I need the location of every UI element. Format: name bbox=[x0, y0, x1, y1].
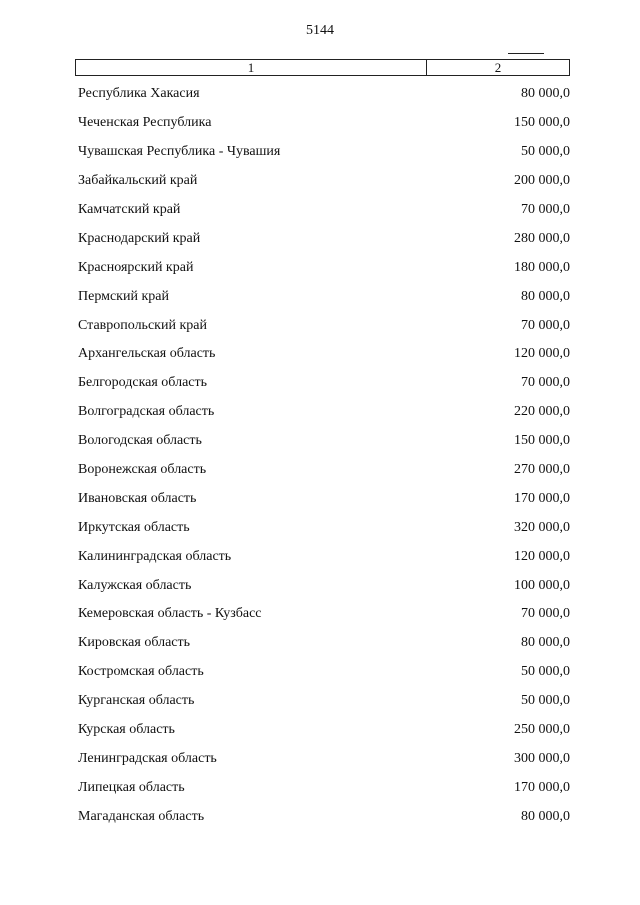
table-row bbox=[78, 658, 570, 687]
amount-value: 70 000,0 bbox=[521, 375, 570, 391]
region-name: Чувашская Республика - Чувашия bbox=[78, 144, 281, 160]
amount-value: 80 000,0 bbox=[521, 808, 570, 824]
amount-value: 70 000,0 bbox=[521, 606, 570, 622]
table-row bbox=[78, 542, 570, 571]
amount-value: 120 000,0 bbox=[514, 548, 570, 564]
table-body bbox=[78, 80, 570, 831]
region-name: Магаданская область bbox=[78, 808, 205, 824]
amount-value: 320 000,0 bbox=[514, 519, 570, 535]
region-name: Краснодарский край bbox=[78, 230, 201, 246]
table-row bbox=[78, 398, 570, 427]
table-row bbox=[78, 253, 570, 282]
column-header-1: 1 bbox=[76, 60, 427, 75]
region-name: Калининградская область bbox=[78, 548, 232, 564]
amount-value: 170 000,0 bbox=[514, 490, 570, 506]
region-name: Забайкальский край bbox=[78, 173, 198, 189]
region-name: Липецкая область bbox=[78, 779, 185, 795]
region-name: Ставропольский край bbox=[78, 317, 207, 333]
table-header bbox=[75, 59, 570, 76]
region-name: Воронежская область bbox=[78, 462, 207, 478]
table-row bbox=[78, 282, 570, 311]
table-row bbox=[78, 513, 570, 542]
page-number: 5144 bbox=[306, 23, 334, 38]
table-row bbox=[78, 716, 570, 745]
amount-value: 70 000,0 bbox=[521, 202, 570, 217]
amount-value: 250 000,0 bbox=[514, 722, 570, 738]
table-row bbox=[78, 196, 570, 225]
region-name: Кировская область bbox=[78, 635, 191, 651]
amount-value: 270 000,0 bbox=[514, 462, 570, 478]
amount-value: 170 000,0 bbox=[514, 779, 570, 795]
table-row bbox=[78, 224, 570, 253]
amount-value: 150 000,0 bbox=[514, 433, 570, 449]
region-name: Иркутская область bbox=[78, 519, 190, 535]
region-name: Курганская область bbox=[78, 693, 195, 709]
region-name: Красноярский край bbox=[78, 259, 194, 275]
amount-value: 80 000,0 bbox=[521, 86, 570, 102]
region-name: Камчатский край bbox=[78, 202, 181, 217]
region-name: Костромская область bbox=[78, 664, 204, 680]
region-name: Кемеровская область - Кузбасс bbox=[78, 606, 262, 622]
amount-value: 150 000,0 bbox=[514, 115, 570, 131]
table-row bbox=[78, 629, 570, 658]
amount-value: 220 000,0 bbox=[514, 404, 570, 420]
region-name: Пермский край bbox=[78, 288, 169, 304]
table-row bbox=[78, 427, 570, 456]
region-name: Архангельская область bbox=[78, 346, 216, 362]
table-row bbox=[78, 687, 570, 716]
region-name: Чеченская Республика bbox=[78, 115, 212, 131]
table-row bbox=[78, 369, 570, 398]
table-row bbox=[78, 138, 570, 167]
table-row bbox=[78, 773, 570, 802]
table-row bbox=[78, 340, 570, 369]
amount-value: 300 000,0 bbox=[514, 750, 570, 766]
amount-value: 120 000,0 bbox=[514, 346, 570, 362]
amount-value: 80 000,0 bbox=[521, 288, 570, 304]
region-name: Ивановская область bbox=[78, 490, 197, 506]
amount-value: 100 000,0 bbox=[514, 577, 570, 593]
table-row bbox=[78, 80, 570, 109]
amount-value: 50 000,0 bbox=[521, 693, 570, 709]
region-name: Ленинградская область bbox=[78, 750, 217, 766]
table-row bbox=[78, 109, 570, 138]
table-row bbox=[78, 484, 570, 513]
amount-value: 280 000,0 bbox=[514, 230, 570, 246]
table-row bbox=[78, 744, 570, 773]
region-name: Курская область bbox=[78, 722, 175, 738]
amount-value: 80 000,0 bbox=[521, 635, 570, 651]
region-name: Волгоградская область bbox=[78, 404, 215, 420]
table-row bbox=[78, 311, 570, 340]
region-name: Белгородская область bbox=[78, 375, 208, 391]
amount-value: 50 000,0 bbox=[521, 664, 570, 680]
region-name: Республика Хакасия bbox=[78, 86, 200, 102]
table-row bbox=[78, 167, 570, 196]
region-name: Калужская область bbox=[78, 577, 192, 593]
table-row bbox=[78, 802, 570, 831]
table-row bbox=[78, 456, 570, 485]
amount-value: 50 000,0 bbox=[521, 144, 570, 160]
amount-value: 180 000,0 bbox=[514, 259, 570, 275]
table-row bbox=[78, 600, 570, 629]
region-name: Вологодская область bbox=[78, 433, 202, 449]
amount-value: 200 000,0 bbox=[514, 173, 570, 189]
column-header-2: 2 bbox=[494, 60, 502, 75]
amount-value: 70 000,0 bbox=[521, 317, 570, 333]
header-divider bbox=[508, 53, 544, 54]
table-row bbox=[78, 571, 570, 600]
